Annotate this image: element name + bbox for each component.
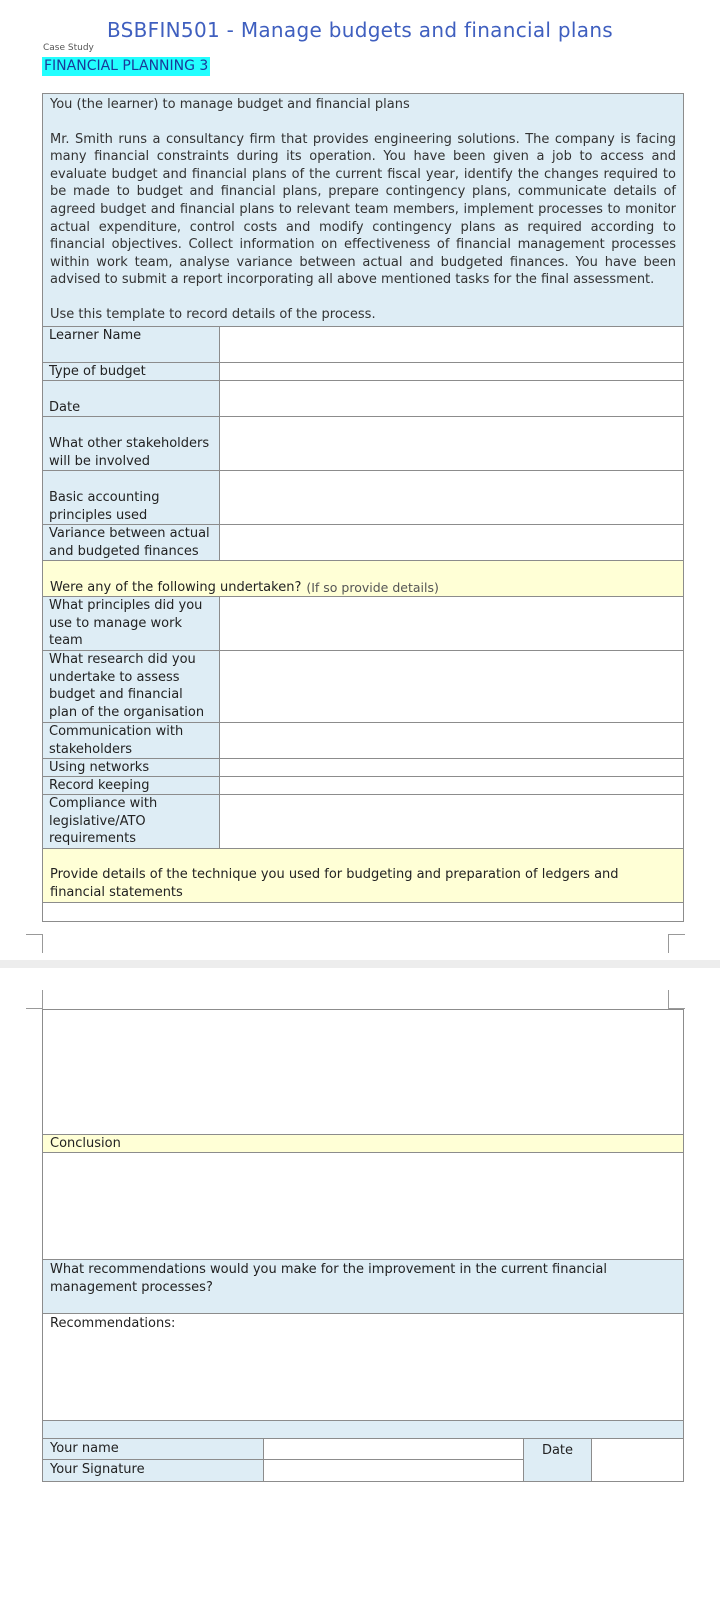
recommend-question-row [43,1260,683,1314]
row-compliance [43,795,683,849]
principles-field[interactable] [220,597,683,650]
row-stakeholders [43,417,683,471]
networks-label: Using networks [43,759,220,776]
intro-instruction: Use this template to record details of the process. [50,306,376,322]
your-name-label: Your name [43,1439,263,1460]
record-keeping-field[interactable] [220,777,683,794]
row-record-keeping [43,777,683,795]
communication-label: Communication with stakeholders [43,723,220,758]
page-corner-mark [26,934,43,953]
conclusion-row [43,1135,683,1153]
research-label: What research did you undertake to assess budget and financial plan of the organisation [43,651,220,722]
networks-field[interactable] [220,759,683,776]
assessment-title: FINANCIAL PLANNING 3 [44,58,209,74]
type-of-budget-field[interactable] [220,363,683,380]
date-field[interactable] [220,381,683,416]
your-signature-label: Your Signature [43,1460,263,1481]
technique-prompt: Provide details of the technique you used for budgeting and preparation of ledgers and financial statements [50,867,619,900]
undertaken-question: Were any of the following undertaken? [50,579,302,595]
page-corner-mark [668,990,685,1009]
your-name-field[interactable] [264,1439,523,1460]
stakeholders-field[interactable] [220,417,683,470]
row-communication [43,723,683,759]
research-field[interactable] [220,651,683,722]
signature-date-label: Date [524,1439,592,1481]
accounting-field[interactable] [220,471,683,524]
learner-name-field[interactable] [220,327,683,362]
undertaken-heading-row [43,561,683,597]
row-learner-name [43,327,683,363]
document-title: BSBFIN501 - Manage budgets and financial plans [106,18,614,42]
row-principles [43,597,683,651]
technique-answer-start[interactable] [43,903,683,921]
row-type-of-budget [43,363,683,381]
recommend-question: What recommendations would you make for the improvement in the current financial management processes? [50,1262,607,1295]
recommendations-label: Recommendations: [50,1316,176,1331]
signature-block [43,1439,683,1481]
technique-row [43,849,683,903]
variance-field[interactable] [220,525,683,560]
row-accounting [43,471,683,525]
intro-heading: You (the learner) to manage budget and financial plans [50,97,410,112]
recommendations-area[interactable] [43,1314,683,1421]
page-corner-mark [26,990,43,1009]
row-variance [43,525,683,561]
intro-body: Mr. Smith runs a consultancy firm that provides engineering solutions. The company is facing many financial constraints during its operation. You have been given a job to access and evaluate budget and financial plans of the current fiscal year, identify the changes required to be made to budget and financial plans, prepare contingency plans, communicate details of agreed budget and financial plans to relevant team members, implement processes to monitor actual expenditure, control costs and modify contingency plans as required according to financial objectives. Collect information on effectiveness of financial management processes within work team, analyse variance between actual and budgeted finances. You have been advised to submit a report incorporating all above mentioned tasks for the final assessment. [50,131,676,288]
type-of-budget-label: Type of budget [43,363,220,380]
row-date [43,381,683,417]
page-corner-mark [668,934,685,953]
page-separator [0,960,720,968]
case-study-table [42,93,684,922]
undertaken-hint: (If so provide details) [306,579,439,595]
row-research [43,651,683,723]
principles-label: What principles did you use to manage work team [43,597,220,650]
date-label: Date [43,381,220,416]
signature-date-field[interactable] [592,1439,683,1481]
accounting-label: Basic accounting principles used [43,471,220,524]
stakeholders-label: What other stakeholders will be involved [43,417,220,470]
learner-name-label: Learner Name [43,327,220,362]
your-signature-field[interactable] [264,1460,523,1481]
case-study-label: Case Study [43,43,94,53]
technique-answer-area[interactable] [43,1010,683,1135]
conclusion-label: Conclusion [50,1136,121,1151]
compliance-field[interactable] [220,795,683,848]
compliance-label: Compliance with legislative/ATO requirements [43,795,220,848]
variance-label: Variance between actual and budgeted finances [43,525,220,560]
intro-section [43,94,683,327]
communication-field[interactable] [220,723,683,758]
page-2 [0,968,720,1600]
record-keeping-label: Record keeping [43,777,220,794]
row-networks [43,759,683,777]
conclusion-answer-area[interactable] [43,1153,683,1260]
page2-table [42,1009,684,1482]
spacer-row [43,1421,683,1439]
